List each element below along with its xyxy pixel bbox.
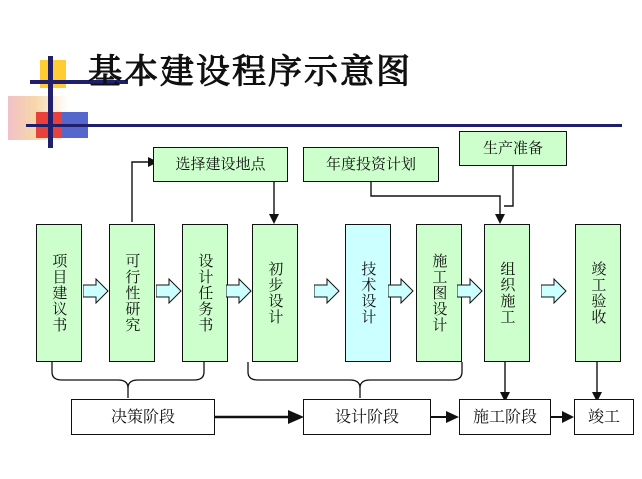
box-label: 年度投资计划 bbox=[325, 155, 416, 174]
box-preliminary-design[interactable] bbox=[252, 224, 298, 362]
box-label: 选择建设地点 bbox=[175, 155, 266, 174]
box-decision-phase[interactable] bbox=[71, 399, 215, 435]
box-design-phase[interactable] bbox=[303, 399, 431, 435]
title-underline bbox=[26, 124, 622, 127]
vertical-bar-decoration bbox=[48, 56, 53, 148]
box-production-preparation[interactable] bbox=[459, 131, 567, 166]
box-label: 竣工验收 bbox=[589, 261, 608, 325]
box-annual-investment-plan[interactable] bbox=[303, 147, 439, 182]
box-construction-drawing-design[interactable] bbox=[416, 224, 462, 362]
chevron-arrow-icon bbox=[226, 278, 252, 304]
box-label: 施工阶段 bbox=[472, 407, 537, 427]
box-feasibility-study[interactable] bbox=[109, 224, 155, 362]
box-label: 初步设计 bbox=[266, 261, 285, 325]
box-organize-construction[interactable] bbox=[484, 224, 530, 362]
box-label: 技术设计 bbox=[359, 261, 378, 325]
box-label: 设计阶段 bbox=[334, 407, 399, 427]
chevron-arrow-icon bbox=[541, 278, 567, 304]
box-label: 生产准备 bbox=[482, 139, 543, 158]
chevron-arrow-icon bbox=[388, 278, 414, 304]
box-select-site[interactable] bbox=[153, 147, 288, 182]
box-label: 竣工 bbox=[587, 407, 620, 427]
chevron-arrow-icon bbox=[83, 278, 109, 304]
box-label: 决策阶段 bbox=[110, 407, 175, 427]
box-construction-phase[interactable] bbox=[459, 399, 551, 435]
chevron-arrow-icon bbox=[156, 278, 182, 304]
box-label: 项目建议书 bbox=[50, 253, 69, 333]
box-technical-design[interactable] bbox=[345, 224, 391, 362]
chevron-arrow-icon bbox=[457, 278, 483, 304]
box-completion-acceptance[interactable] bbox=[575, 224, 621, 362]
box-design-task-book[interactable] bbox=[182, 224, 228, 362]
box-label: 可行性研究 bbox=[123, 253, 142, 333]
page-title: 基本建设程序示意图 bbox=[88, 52, 412, 92]
box-label: 设计任务书 bbox=[196, 253, 215, 333]
box-label: 施工图设计 bbox=[430, 253, 449, 333]
box-label: 组织施工 bbox=[498, 261, 517, 325]
chevron-arrow-icon bbox=[314, 278, 340, 304]
box-completion[interactable] bbox=[574, 399, 634, 435]
box-project-proposal[interactable] bbox=[36, 224, 82, 362]
